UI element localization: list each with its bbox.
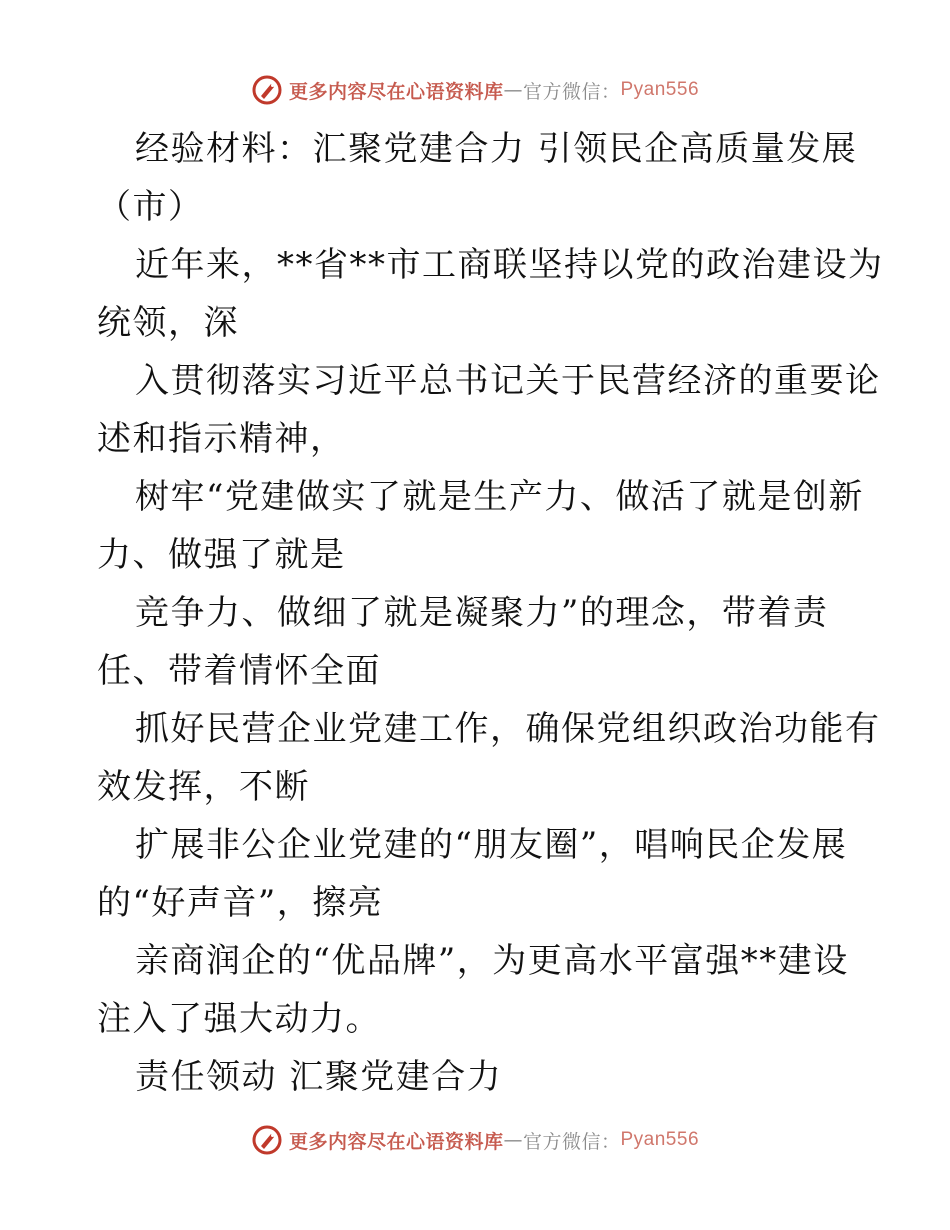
document-title-line: 经验材料：汇聚党建合力 引领民企高质量发展 <box>135 129 858 169</box>
paragraph-line: 树牢“党建做实了就是生产力、做活了就是创新 <box>135 477 864 517</box>
paragraph-line: 述和指示精神， <box>97 419 346 459</box>
paragraph-line: 抓好民营企业党建工作，确保党组织政治功能有 <box>135 709 881 749</box>
paragraph-line: 任、带着情怀全面 <box>97 651 381 691</box>
banner-main-text: 更多内容尽在心语资料库 <box>288 1130 504 1153</box>
paragraph-line: 统领，深 <box>97 303 239 343</box>
section-heading: 责任领动 汇聚党建合力 <box>135 1057 503 1097</box>
paragraph-line: 力、做强了就是 <box>97 535 346 575</box>
banner-main-text: 更多内容尽在心语资料库 <box>288 80 504 103</box>
banner-separator: — <box>503 1129 523 1151</box>
pen-nib-logo-icon <box>251 74 283 106</box>
paragraph-line: 扩展非公企业党建的“朋友圈”，唱响民企发展 <box>135 825 848 865</box>
document-title-line: （市） <box>97 187 204 227</box>
paragraph-line: 的“好声音”，擦亮 <box>97 883 384 923</box>
paragraph-line: 竞争力、做细了就是凝聚力”的理念，带着责 <box>135 593 829 633</box>
header-banner <box>0 70 950 110</box>
paragraph-line: 亲商润企的“优品牌”，为更高水平富强**建设 <box>135 941 849 981</box>
pen-nib-logo-icon <box>251 1124 283 1156</box>
banner-separator: — <box>503 79 523 101</box>
banner-wechat-label: 官方微信： <box>522 1130 621 1153</box>
paragraph-line: 效发挥，不断 <box>97 767 310 807</box>
banner-wechat-id: Pyan556 <box>620 79 700 100</box>
paragraph-line: 注入了强大动力。 <box>97 999 381 1039</box>
footer-banner <box>0 1120 950 1160</box>
banner-wechat-label: 官方微信： <box>522 80 621 103</box>
paragraph-line: 近年来，**省**市工商联坚持以党的政治建设为 <box>135 245 884 285</box>
paragraph-line: 入贯彻落实习近平总书记关于民营经济的重要论 <box>135 361 881 401</box>
banner-wechat-id: Pyan556 <box>620 1129 700 1150</box>
document-body <box>97 120 884 1106</box>
